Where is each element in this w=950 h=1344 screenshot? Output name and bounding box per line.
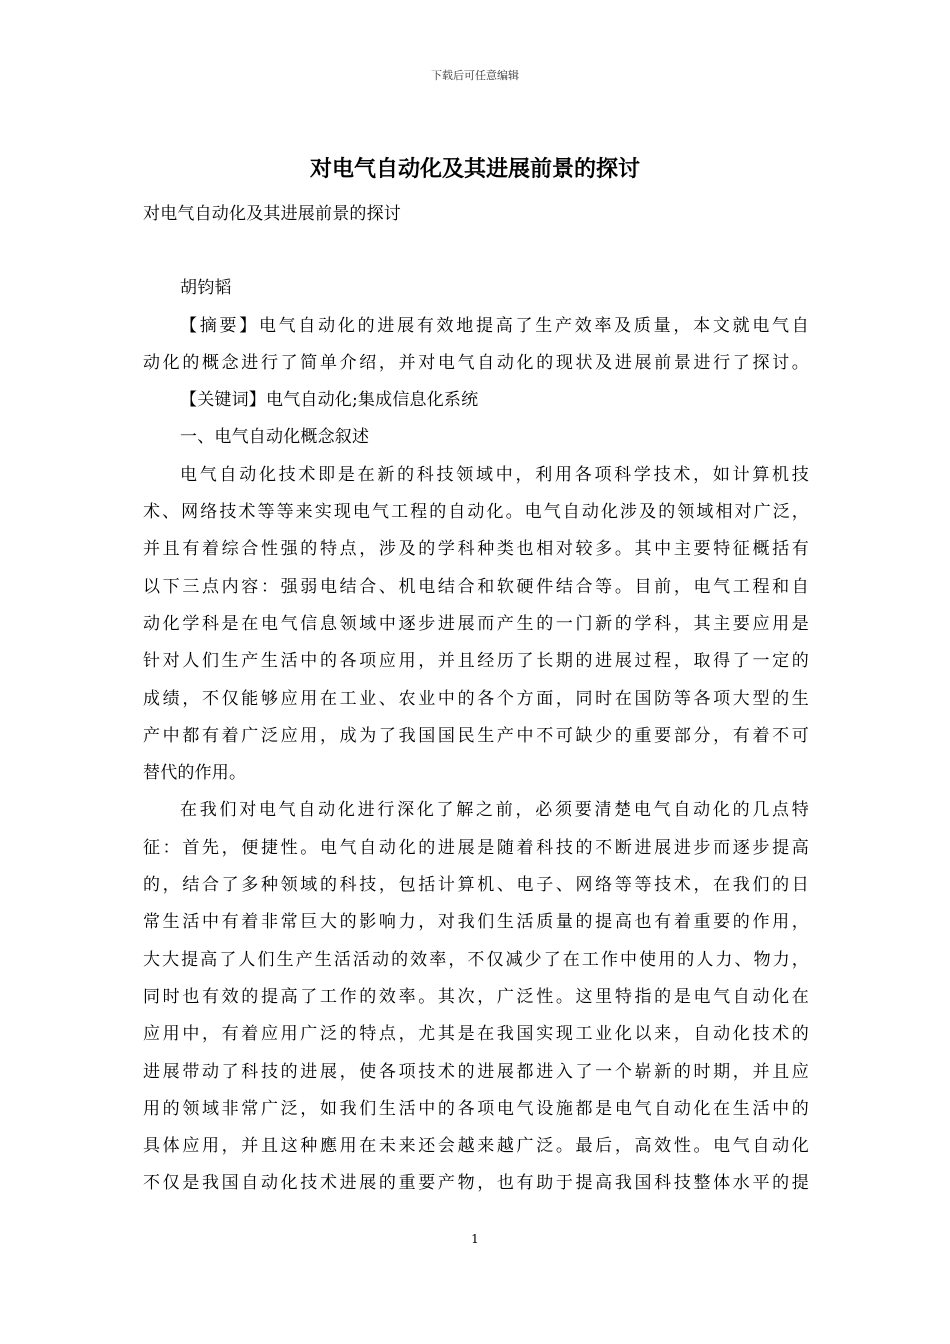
document-body xyxy=(143,196,809,1203)
blank-line xyxy=(143,233,809,270)
page-number: 1 xyxy=(471,1232,479,1246)
paragraph-2-line: 在我们对电气自动化进行深化了解之前，必须要清楚电气自动化的几点特 xyxy=(180,800,809,821)
author: 胡钧韬 xyxy=(180,278,232,299)
document-title: 对电气自动化及其进展前景的探讨 xyxy=(309,156,640,182)
paragraph-1-line: 产中都有着广泛应用，成为了我国国民生产中不可缺少的重要部分，有着不可 xyxy=(143,725,809,746)
paragraph-2-line: 用的领域非常广泛，如我们生活中的各项电气设施都是电气自动化在生活中的 xyxy=(143,1098,809,1119)
paragraph-2-line: 应用中，有着应用广泛的特点，尤其是在我国实现工业化以来，自动化技术的 xyxy=(143,1024,809,1045)
paragraph-1-line: 电气自动化技术即是在新的科技领域中，利用各项科学技术，如计算机技 xyxy=(180,464,809,485)
paragraph-2-line: 大大提高了人们生产生活活动的效率，不仅减少了在工作中使用的人力、物力， xyxy=(143,949,809,970)
abstract-line-1: 【摘要】电气自动化的进展有效地提高了生产效率及质量，本文就电气自 xyxy=(180,315,809,336)
paragraph-1-line: 以下三点内容：强弱电结合、机电结合和软硬件结合等。目前，电气工程和自 xyxy=(143,576,809,597)
paragraph-2-line: 同时也有效的提高了工作的效率。其次，广泛性。这里特指的是电气自动化在 xyxy=(143,986,809,1007)
section-heading-1: 一、电气自动化概念叙述 xyxy=(180,427,370,448)
paragraph-2-line: 征：首先，便捷性。电气自动化的进展是随着科技的不断进展进步而逐步提高 xyxy=(143,837,809,858)
paragraph-2-line: 具体应用，并且这种應用在未来还会越来越广泛。最后，高效性。电气自动化 xyxy=(143,1136,809,1157)
paragraph-2-line: 进展带动了科技的进展，使各项技术的进展都进入了一个崭新的时期，并且应 xyxy=(143,1061,809,1082)
abstract-line-2: 动化的概念进行了简单介绍，并对电气自动化的现状及进展前景进行了探讨。 xyxy=(143,352,809,373)
paragraph-1-line: 针对人们生产生活中的各项应用，并且经历了长期的进展过程，取得了一定的 xyxy=(143,651,809,672)
paragraph-1-line: 动化学科是在电气信息领域中逐步进展而产生的一门新的学科，其主要应用是 xyxy=(143,613,809,634)
paragraph-2-line: 的，结合了多种领域的科技，包括计算机、电子、网络等等技术，在我们的日 xyxy=(143,875,809,896)
paragraph-2-line: 不仅是我国自动化技术进展的重要产物，也有助于提高我国科技整体水平的提 xyxy=(143,1173,809,1194)
paragraph-1-line: 术、网络技术等等来实现电气工程的自动化。电气自动化涉及的领域相对广泛， xyxy=(143,502,809,523)
header-note: 下载后可任意编辑 xyxy=(431,69,519,82)
paragraph-1-line: 并且有着综合性强的特点，涉及的学科种类也相对较多。其中主要特征概括有 xyxy=(143,539,809,560)
paragraph-1-line: 替代的作用。 xyxy=(143,763,247,784)
paragraph-1-line: 成绩，不仅能够应用在工业、农业中的各个方面，同时在国防等各项大型的生 xyxy=(143,688,809,709)
paragraph-2-line: 常生活中有着非常巨大的影响力，对我们生活质量的提高也有着重要的作用， xyxy=(143,912,809,933)
keywords: 【关键词】电气自动化;集成信息化系统 xyxy=(180,390,479,411)
subtitle: 对电气自动化及其进展前景的探讨 xyxy=(143,204,401,224)
